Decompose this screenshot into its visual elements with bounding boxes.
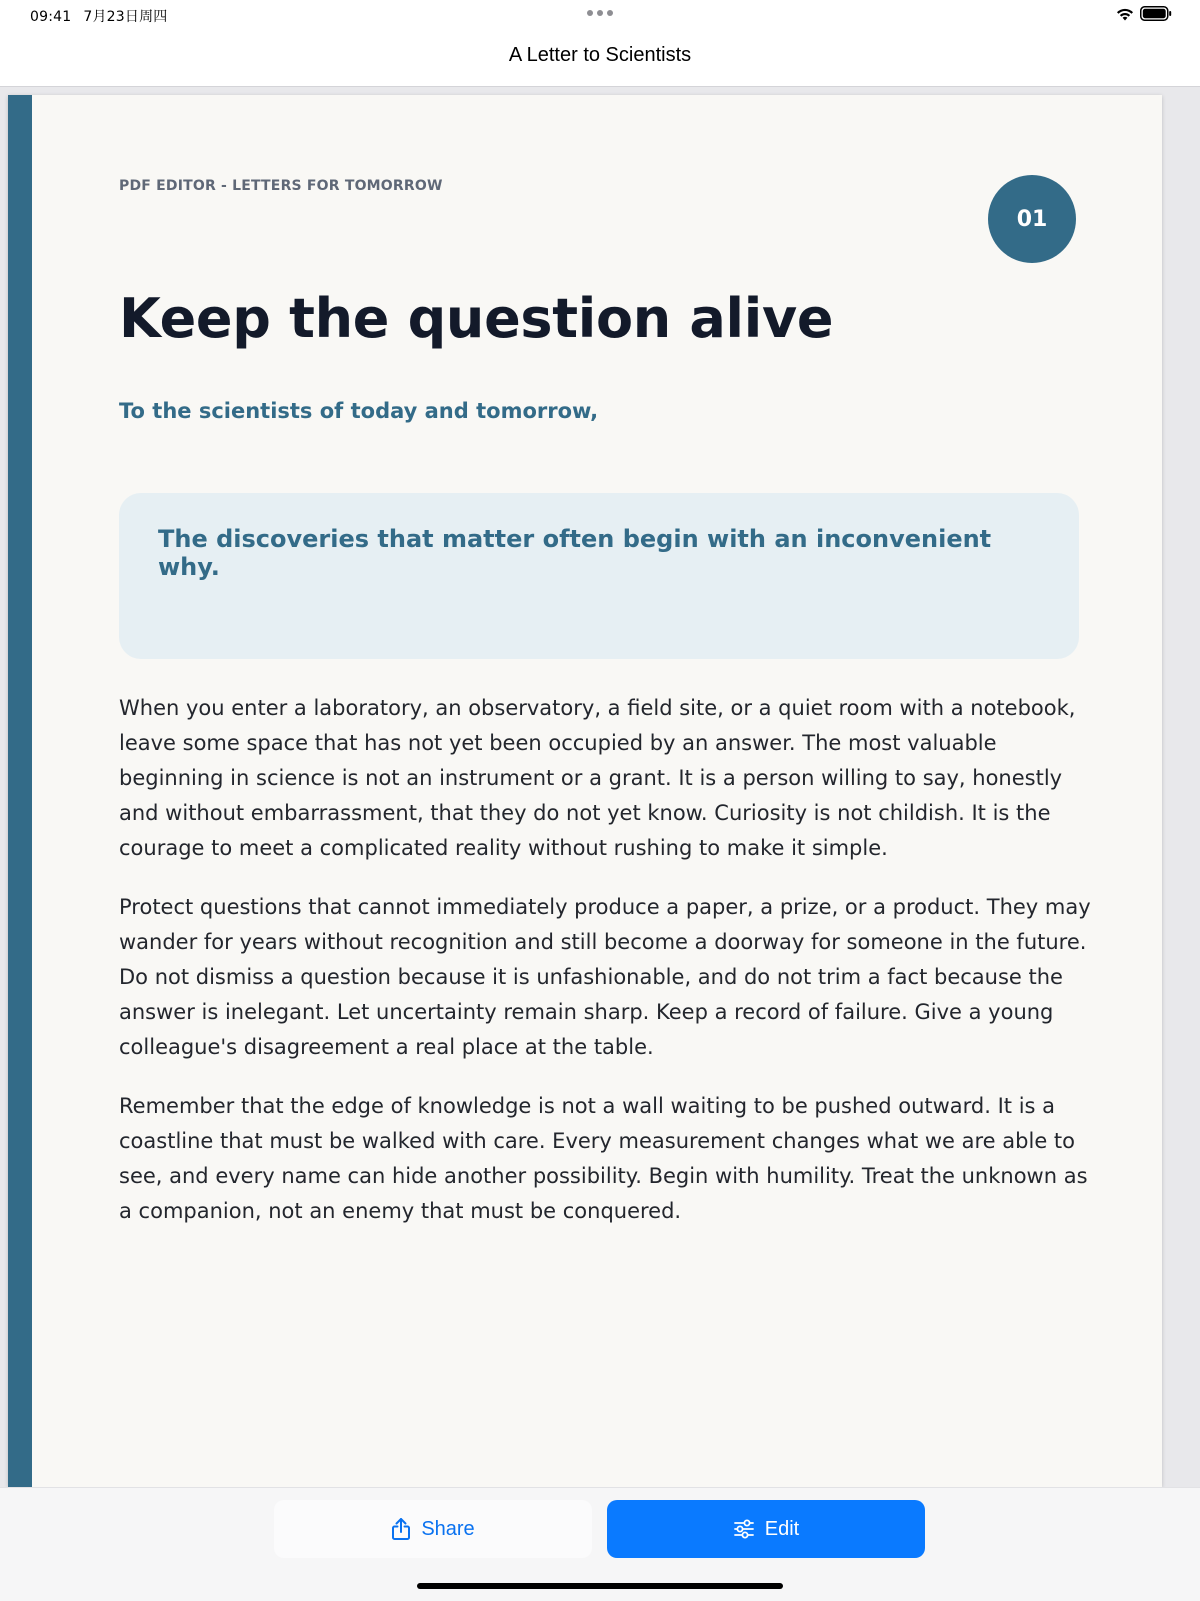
body-paragraph: Remember that the edge of knowledge is not a wall waiting to be pushed outward. It is a coastline that must be walked with care. Every measurement changes what we are able to see, and every name can hide another possibility. Begin with humility. Treat the unknown as a companion, not an enemy that must be conquered. [119,1094,1088,1223]
letter-salutation: To the scientists of today and tomorrow, [119,399,599,423]
callout-text: The discoveries that matter often begin with an inconvenient why. [158,525,992,581]
page-number-badge: 01 [988,175,1076,263]
share-button-label: Share [421,1517,475,1540]
edit-button[interactable] [607,1500,925,1558]
pdf-page[interactable] [8,95,1162,1487]
share-icon [391,1517,411,1541]
status-bar [0,0,1200,28]
wifi-icon [1116,7,1134,21]
battery-icon [1140,6,1172,21]
status-date: 7月23日周四 [83,9,168,25]
home-indicator[interactable] [417,1583,783,1589]
status-indicators [1116,6,1172,21]
page-headline: Keep the question alive [119,287,834,350]
more-dots-icon[interactable] [587,10,613,16]
navigation-bar [0,28,1200,86]
edit-button-label: Edit [764,1517,800,1540]
status-time: 09:41 [30,9,72,25]
status-time-date [30,6,179,26]
document-title: A Letter to Scientists [508,44,692,66]
bottom-toolbar [0,1487,1200,1601]
body-paragraph: When you enter a laboratory, an observatory, a field site, or a quiet room with a notebook, leave some space that has not yet been occupied by an answer. The most valuable beginning in science is not an instrument or a grant. It is a person willing to say, honestly and without embarrassment, that they do not yet know. Curiosity is not childish. It is the courage to meet a complicated reality without rushing to make it simple. [119,696,1076,860]
page-kicker: PDF EDITOR - LETTERS FOR TOMORROW [119,178,443,194]
letter-body [119,691,1094,1253]
sliders-icon [733,1519,755,1539]
share-button[interactable] [274,1500,592,1558]
page-accent-stripe [8,95,32,1487]
body-paragraph: Protect questions that cannot immediately produce a paper, a prize, or a product. They may wander for years without recognition and still become a doorway for someone in the future. Do not dismiss a question because it is unfashionable, and do not trim a fact because the answer is inelegant. Let uncertainty remain sharp. Keep a record of failure. Give a young colleague's disagreement a real place at the table. [119,895,1091,1059]
quote-callout [119,493,1079,659]
